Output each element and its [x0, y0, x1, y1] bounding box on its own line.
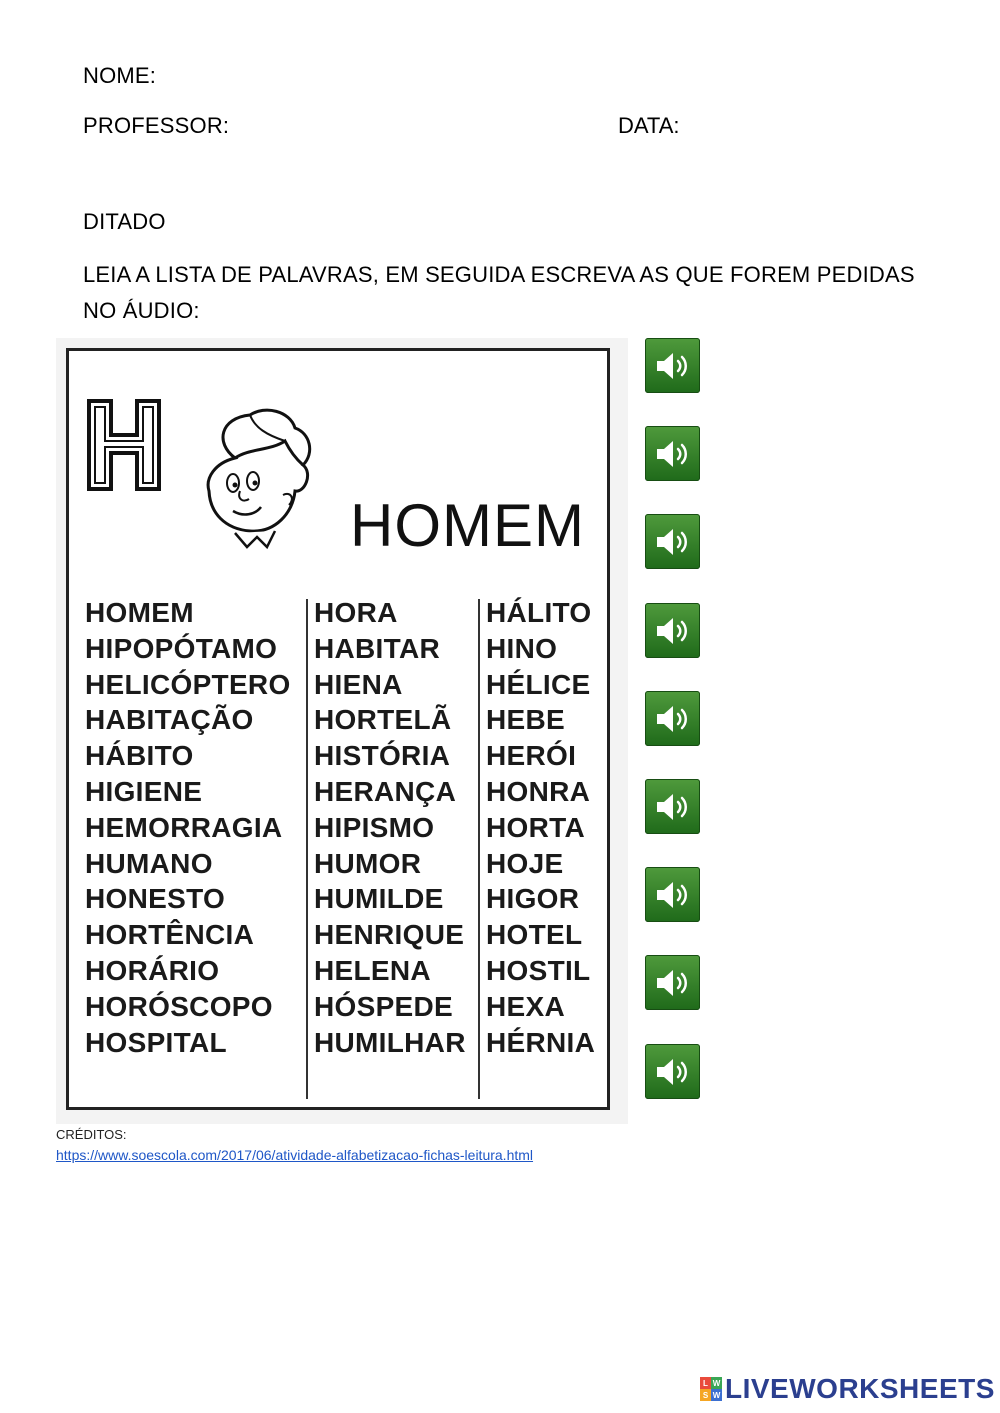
word-item: HORÓSCOPO	[85, 990, 273, 1022]
word-item: HENRIQUE	[314, 919, 465, 951]
word-item: HEXA	[486, 990, 565, 1022]
word-item: HERANÇA	[314, 775, 457, 807]
word-item: HIGOR	[486, 883, 580, 915]
word-item: HUMANO	[85, 847, 213, 879]
speaker-icon	[654, 967, 692, 999]
speaker-icon	[654, 526, 692, 558]
word-item: HIPISMO	[314, 811, 435, 843]
credits-label: CRÉDITOS:	[56, 1127, 127, 1142]
word-item: HOTEL	[486, 919, 583, 951]
word-column-3	[486, 595, 595, 1060]
logo-icon-letter: L	[700, 1377, 711, 1389]
boy-face-illustration	[195, 403, 325, 553]
word-item: HUMOR	[314, 847, 422, 879]
word-item: HORA	[314, 597, 398, 628]
word-item: HORTÊNCIA	[85, 919, 255, 951]
word-item: HERÓI	[486, 740, 577, 772]
word-card-image	[56, 338, 628, 1124]
audio-play-button[interactable]	[645, 338, 700, 393]
word-item: HOSPITAL	[85, 1026, 227, 1058]
audio-play-button[interactable]	[645, 691, 700, 746]
word-item: HELICÓPTERO	[85, 668, 291, 700]
column-divider	[306, 599, 308, 1099]
logo-icon-letter: S	[700, 1389, 711, 1401]
word-item: HORTA	[486, 811, 585, 843]
speaker-icon	[654, 791, 692, 823]
column-divider	[478, 599, 480, 1099]
speaker-icon	[654, 615, 692, 647]
word-item: HÉRNIA	[486, 1026, 596, 1058]
activity-title: DITADO	[83, 209, 166, 234]
word-item: HINO	[486, 632, 558, 664]
word-item: HONESTO	[85, 883, 226, 915]
instruction-text: LEIA A LISTA DE PALAVRAS, EM SEGUIDA ESCREVA AS QUE FOREM PEDIDAS NO ÁUDIO:	[83, 262, 915, 323]
word-card	[66, 348, 610, 1110]
word-column-2	[314, 595, 466, 1060]
audio-play-button[interactable]	[645, 514, 700, 569]
word-item: HELENA	[314, 954, 431, 986]
word-item: HEBE	[486, 704, 565, 736]
audio-play-button[interactable]	[645, 603, 700, 658]
liveworksheets-logo	[700, 1373, 995, 1405]
word-item: HABITAÇÃO	[85, 704, 254, 736]
word-item: HIENA	[314, 668, 403, 700]
letter-h-outline	[85, 397, 165, 493]
word-item: HISTÓRIA	[314, 740, 451, 772]
speaker-icon	[654, 879, 692, 911]
word-item: HÉLICE	[486, 668, 591, 700]
word-item: HÁLITO	[486, 597, 592, 628]
word-item: HÓSPEDE	[314, 990, 454, 1022]
liveworksheets-name: LIVEWORKSHEETS	[725, 1373, 995, 1404]
word-item: HIGIENE	[85, 775, 203, 807]
speaker-icon	[654, 1056, 692, 1088]
word-item: HOMEM	[85, 597, 194, 628]
word-item: HUMILDE	[314, 883, 444, 915]
word-item: HÁBITO	[85, 740, 194, 772]
word-item: HONRA	[486, 775, 591, 807]
credits-link[interactable]: https://www.soescola.com/2017/06/atividade-alfabetizacao-fichas-leitura.html	[56, 1147, 534, 1163]
word-item: HIPOPÓTAMO	[85, 632, 278, 664]
liveworksheets-icon	[700, 1377, 722, 1401]
nome-label: NOME:	[83, 63, 157, 88]
word-item: HORTELÃ	[314, 704, 452, 736]
word-item: HABITAR	[314, 632, 441, 664]
card-title-word: HOMEM	[350, 492, 585, 559]
word-item: HOSTIL	[486, 954, 591, 986]
speaker-icon	[654, 703, 692, 735]
logo-icon-letter: W	[712, 1390, 721, 1400]
word-item: HOJE	[486, 847, 564, 879]
audio-play-button[interactable]	[645, 426, 700, 481]
speaker-icon	[654, 350, 692, 382]
audio-play-button[interactable]	[645, 867, 700, 922]
audio-play-button[interactable]	[645, 955, 700, 1010]
logo-icon-letter: W	[712, 1378, 721, 1388]
word-column-1	[85, 595, 291, 1060]
data-label: DATA:	[618, 113, 680, 138]
audio-play-button[interactable]	[645, 779, 700, 834]
professor-label: PROFESSOR:	[83, 113, 230, 138]
audio-play-button[interactable]	[645, 1044, 700, 1099]
word-item: HORÁRIO	[85, 954, 220, 986]
speaker-icon	[654, 438, 692, 470]
word-item: HEMORRAGIA	[85, 811, 283, 843]
word-item: HUMILHAR	[314, 1026, 466, 1058]
